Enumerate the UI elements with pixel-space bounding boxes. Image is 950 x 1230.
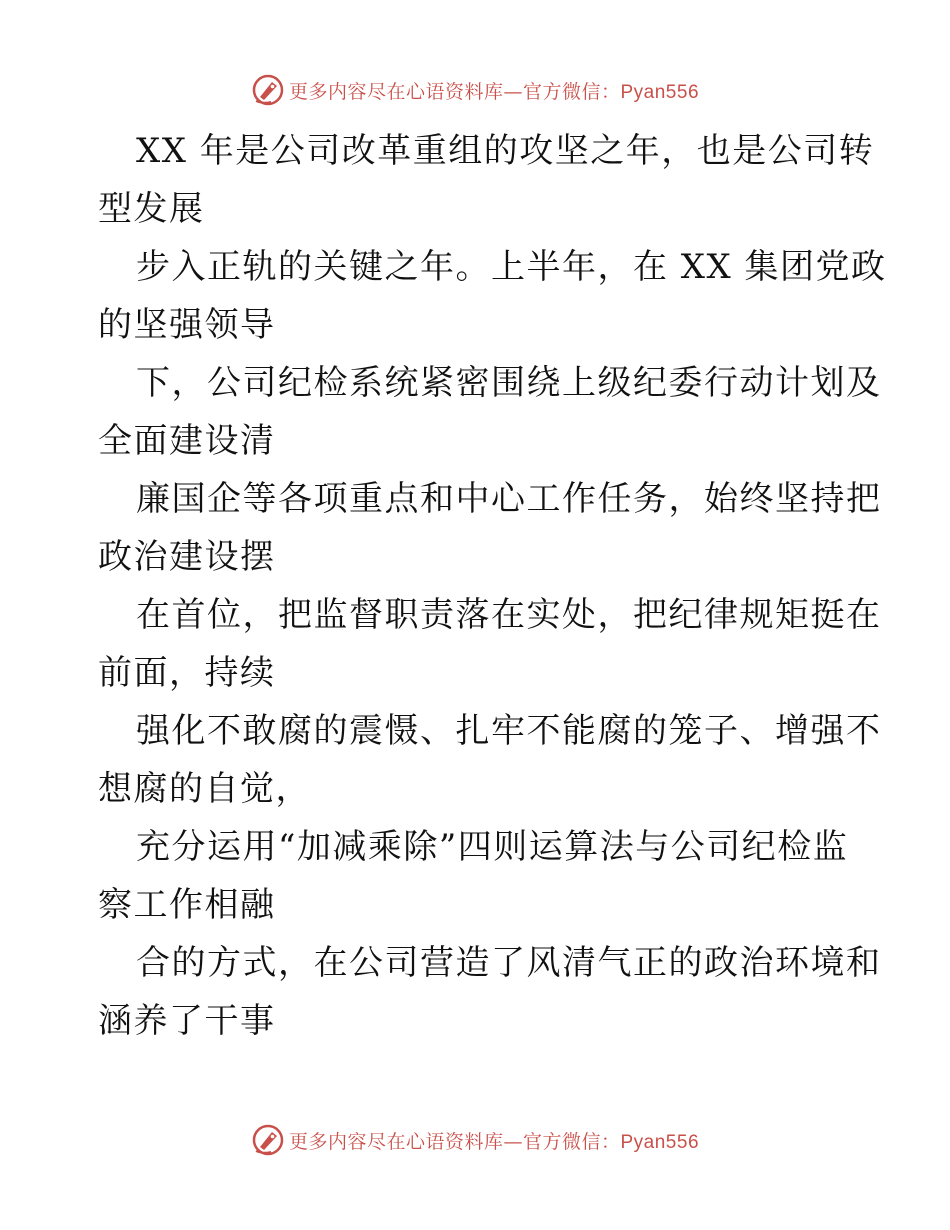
paragraph-line: 步入正轨的关键之年。上半年，在 XX 集团党政 <box>136 247 887 287</box>
paragraph-line: 型发展 <box>98 189 205 229</box>
paragraph-line: 想腐的自觉， <box>98 769 311 809</box>
paragraph-line: 察工作相融 <box>98 885 276 925</box>
paragraph-line: 前面，持续 <box>98 653 276 693</box>
paragraph-line: 政治建设摆 <box>98 537 276 577</box>
footer-banner <box>0 1120 950 1160</box>
paragraph-line: 合的方式，在公司营造了风清气正的政治环境和 <box>136 943 882 983</box>
paragraph-line: XX 年是公司改革重组的攻坚之年，也是公司转 <box>136 131 875 171</box>
paragraph-line: 涵养了干事 <box>98 1001 276 1041</box>
pen-nib-logo-icon <box>251 1123 285 1157</box>
pen-nib-logo-icon <box>251 73 285 107</box>
header-banner-handle: Pyan556 <box>620 81 700 103</box>
paragraph-line: 充分运用“加减乘除”四则运算法与公司纪检监 <box>136 827 849 867</box>
paragraph-line: 强化不敢腐的震慑、扎牢不能腐的笼子、增强不 <box>136 711 882 751</box>
paragraph-line: 的坚强领导 <box>98 305 276 345</box>
footer-banner-text: 更多内容尽在心语资料库—官方微信：Pyan556 <box>288 1130 700 1153</box>
paragraph-line: 在首位，把监督职责落在实处，把纪律规矩挺在 <box>136 595 882 635</box>
header-banner-text: 更多内容尽在心语资料库—官方微信：Pyan556 <box>288 80 700 103</box>
footer-banner-handle: Pyan556 <box>620 1131 700 1153</box>
header-banner <box>0 70 950 110</box>
paragraph-line: 廉国企等各项重点和中心工作任务，始终坚持把 <box>136 479 882 519</box>
document-body <box>98 122 887 1050</box>
paragraph-line: 下，公司纪检系统紧密围绕上级纪委行动计划及 <box>136 363 882 403</box>
paragraph-line: 全面建设清 <box>98 421 276 461</box>
